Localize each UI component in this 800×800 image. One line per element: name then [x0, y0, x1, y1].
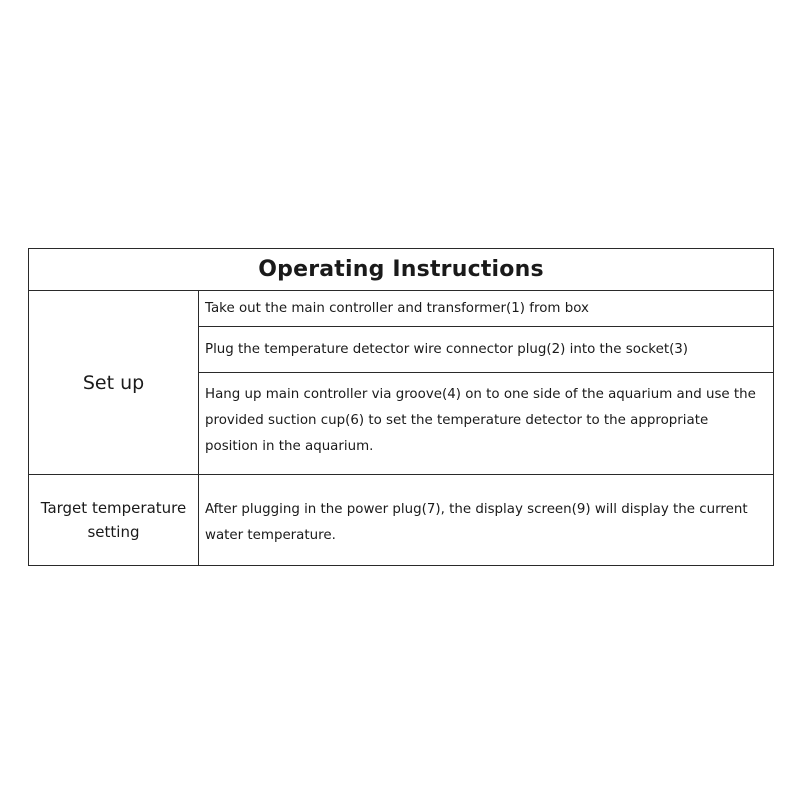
setup-step-2: Plug the temperature detector wire connector plug(2) into the socket(3): [199, 327, 773, 373]
table-title: Operating Instructions: [258, 257, 544, 282]
setup-step-3: Hang up main controller via groove(4) on to one side of the aquarium and use the provided suction cup(6) to set the temperature detector to the appropriate position in the aquarium.: [199, 373, 773, 475]
instructions-table: [28, 248, 774, 566]
section-label-target-temperature: Target temperature setting: [29, 475, 199, 565]
target-temperature-step-1: After plugging in the power plug(7), the display screen(9) will display the current water temperature.: [205, 502, 748, 543]
section-label-set-up: Set up: [29, 291, 199, 475]
setup-step-1: Take out the main controller and transformer(1) from box: [199, 291, 773, 327]
table-title-row: [29, 249, 773, 291]
